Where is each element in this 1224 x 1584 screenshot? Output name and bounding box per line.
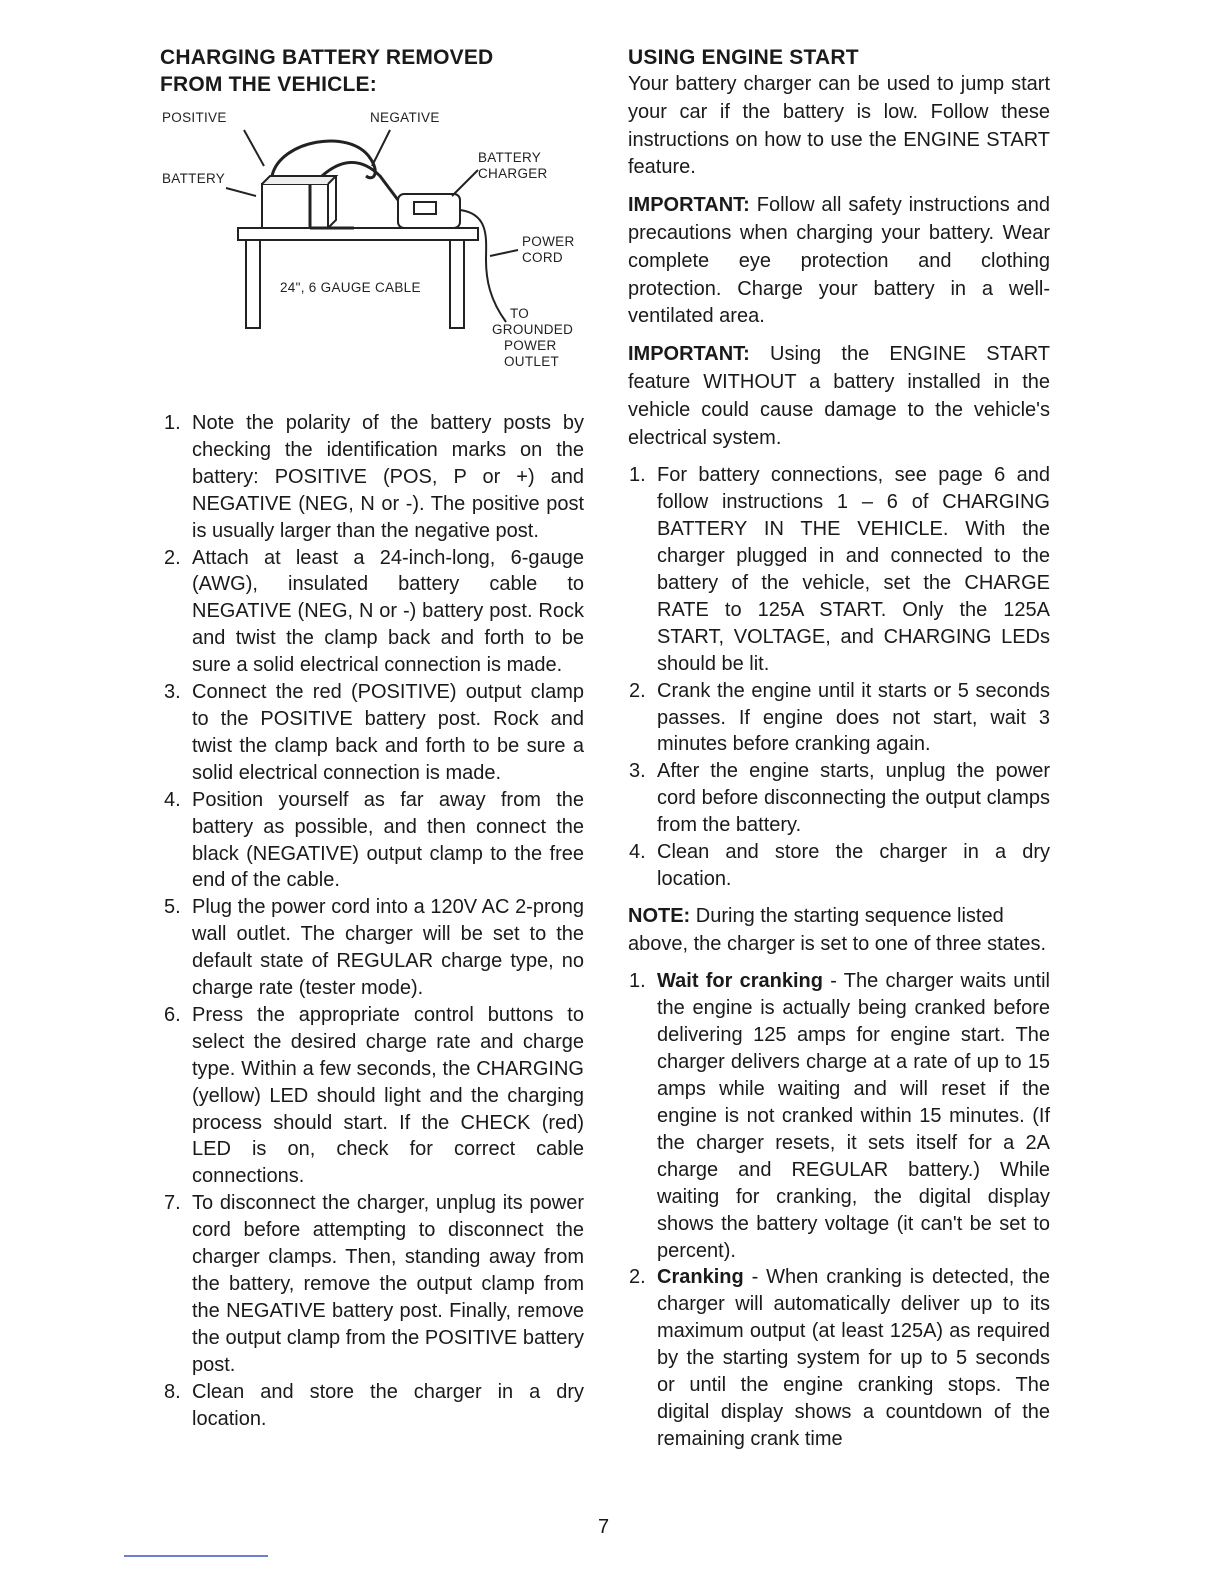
- table-top: [238, 228, 478, 240]
- step-number: 2.: [164, 546, 181, 569]
- battery-shape: [262, 184, 328, 228]
- list-item: [628, 678, 1050, 759]
- charger-states: [628, 968, 1050, 1452]
- negative-pointer: [372, 130, 390, 166]
- battery-top: [262, 176, 336, 184]
- list-item: [160, 1190, 584, 1378]
- important-paragraph-2: [628, 341, 1050, 452]
- note-paragraph: [628, 903, 1050, 959]
- state-label: Wait for cranking: [657, 970, 823, 993]
- section-heading-removed: [160, 44, 584, 98]
- section-heading-engine-start: USING ENGINE START: [628, 46, 859, 69]
- power-cord-pointer: [490, 250, 518, 256]
- important-text: Follow all safety instructions and precautions when charging your battery. Wear complete eye protection and clothing protection. Charge your battery in a well-ventilated area.: [628, 194, 1050, 328]
- step-number: 3.: [164, 681, 181, 704]
- state-label: Cranking: [657, 1266, 744, 1289]
- state-text: - The charger waits until the engine is actually being cranked before delivering 125 amps for engine start. The charger delivers charge at a rate of up to 15 amps while waiting and will reset if the engine is not cranked within 15 minutes. (If the charger resets, it sets itself for a 2A charge and REGULAR battery.) While waiting for cranking, the digital display shows the battery voltage (it can't be set to percent).: [657, 970, 1051, 1262]
- step-number: 7.: [164, 1192, 181, 1215]
- state-number: 1.: [629, 970, 646, 993]
- list-item: [160, 1379, 584, 1433]
- step-number: 3.: [629, 760, 646, 783]
- engine-start-steps: [628, 462, 1050, 893]
- state-number: 2.: [629, 1266, 646, 1289]
- battery-charger-diagram: [160, 110, 584, 394]
- label-grounded: GROUNDED: [492, 322, 574, 337]
- positive-pointer: [244, 130, 264, 166]
- note-text: During the starting sequence listed above, the charger is set to one of three states.: [628, 904, 1047, 955]
- important-label: IMPORTANT:: [628, 343, 750, 366]
- list-item: [160, 1002, 584, 1190]
- label-to: TO: [510, 306, 530, 321]
- label-negative: NEGATIVE: [370, 110, 440, 125]
- step-number: 4.: [164, 788, 181, 811]
- step-text: For battery connections, see page 6 and follow instructions 1 – 6 of CHARGING BATTERY IN THE VEHICLE. With the charger plugged in and connected to the battery of the vehicle, set the CHARGE RATE to 125A START. Only the 125A START, VOLTAGE, and CHARGING LEDs should be lit.: [657, 464, 1050, 675]
- list-item: [160, 787, 584, 895]
- list-item: [160, 679, 584, 787]
- step-text: Crank the engine until it starts or 5 seconds passes. If engine does not start, wait 3 minutes before cranking again.: [657, 679, 1050, 756]
- list-item: [160, 545, 584, 680]
- list-item: [160, 410, 584, 545]
- footer-rule: [124, 1555, 268, 1557]
- step-number: 5.: [164, 896, 181, 919]
- list-item: [628, 839, 1050, 893]
- label-power-cord-1: POWER: [522, 234, 575, 249]
- label-outlet: OUTLET: [504, 354, 560, 369]
- charger-display: [414, 202, 436, 214]
- label-battery: BATTERY: [162, 171, 226, 186]
- list-item: [628, 968, 1050, 1264]
- power-cord: [460, 210, 506, 322]
- table-leg-right: [450, 240, 464, 328]
- label-battery-charger-2: CHARGER: [478, 166, 548, 181]
- heading-line-1: CHARGING BATTERY REMOVED: [160, 46, 494, 69]
- step-number: 2.: [629, 679, 646, 702]
- label-positive: POSITIVE: [162, 110, 227, 125]
- battery-pointer: [226, 188, 256, 196]
- negative-cable: [322, 162, 398, 200]
- label-gauge-cable: 24", 6 GAUGE CABLE: [280, 280, 421, 295]
- step-text: Note the polarity of the battery posts by checking the identification marks on the battery: POSITIVE (POS, P or +) and NEGATIVE (NEG, N or -). The positive post is usually larger than the negative post.: [192, 412, 584, 542]
- step-number: 1.: [629, 464, 646, 487]
- label-power: POWER: [504, 338, 557, 353]
- page-number: 7: [598, 1516, 610, 1538]
- step-text: Attach at least a 24-inch-long, 6-gauge (AWG), insulated battery cable to NEGATIVE (NEG, N or -) battery post. Rock and twist the clamp back and forth to be sure a solid electrical connection is made.: [192, 546, 584, 677]
- label-battery-charger-1: BATTERY: [478, 150, 542, 165]
- list-item: [628, 462, 1050, 677]
- charger-pointer: [452, 170, 478, 196]
- step-text: After the engine starts, unplug the power cord before disconnecting the output clamps from the battery.: [657, 760, 1050, 837]
- intro-paragraph: Your battery charger can be used to jump start your car if the battery is low. Follow these instructions on how to use the ENGINE START feature.: [628, 73, 1050, 179]
- left-column: [160, 44, 584, 1432]
- step-text: Clean and store the charger in a dry location.: [657, 841, 1050, 890]
- important-text: Using the ENGINE START feature WITHOUT a battery installed in the vehicle could cause damage to the vehicle's electrical system.: [628, 343, 1050, 449]
- step-number: 4.: [629, 841, 646, 864]
- right-column: [628, 44, 1050, 1453]
- step-number: 6.: [164, 1003, 181, 1026]
- list-item: [160, 894, 584, 1002]
- step-number: 8.: [164, 1380, 181, 1403]
- table-leg-left: [246, 240, 260, 328]
- state-text: - When cranking is detected, the charger will automatically deliver up to its maximum output (at least 125A) as required by the starting system for up to 5 seconds or until the engine cranking stops. The digital display shows a countdown of the remaining crank time: [657, 1266, 1050, 1450]
- step-text: Plug the power cord into a 120V AC 2-prong wall outlet. The charger will be set to the default state of REGULAR charge type, no charge rate (tester mode).: [192, 896, 584, 1000]
- step-text: Press the appropriate control buttons to select the desired charge rate and charge type. Within a few seconds, the CHARGING (yellow) LED should light and the charging process should start. If the CHECK (red) LED is on, check for correct cable connections.: [192, 1003, 584, 1188]
- important-label: IMPORTANT:: [628, 194, 750, 217]
- step-number: 1.: [164, 412, 181, 434]
- positive-cable: [272, 141, 375, 178]
- step-text: To disconnect the charger, unplug its power cord before attempting to disconnect the charger clamps. Then, standing away from the battery, remove the output clamp from the NEGATIVE battery post. Finally, remove the output clamp from the POSITIVE battery post.: [192, 1192, 584, 1376]
- step-text: Position yourself as far away from the battery as possible, and then connect the black (NEGATIVE) output clamp to the free end of the cable.: [192, 788, 584, 892]
- heading-line-2: FROM THE VEHICLE:: [160, 73, 377, 96]
- step-text: Connect the red (POSITIVE) output clamp to the POSITIVE battery post. Rock and twist the clamp back and forth to be sure a solid electrical connection is made.: [192, 681, 584, 784]
- list-item: [628, 758, 1050, 839]
- note-label: NOTE:: [628, 904, 691, 927]
- important-paragraph-1: [628, 192, 1050, 331]
- removed-battery-steps: [160, 410, 584, 1432]
- step-text: Clean and store the charger in a dry location.: [192, 1380, 584, 1430]
- label-power-cord-2: CORD: [522, 250, 563, 265]
- list-item: [628, 1264, 1050, 1452]
